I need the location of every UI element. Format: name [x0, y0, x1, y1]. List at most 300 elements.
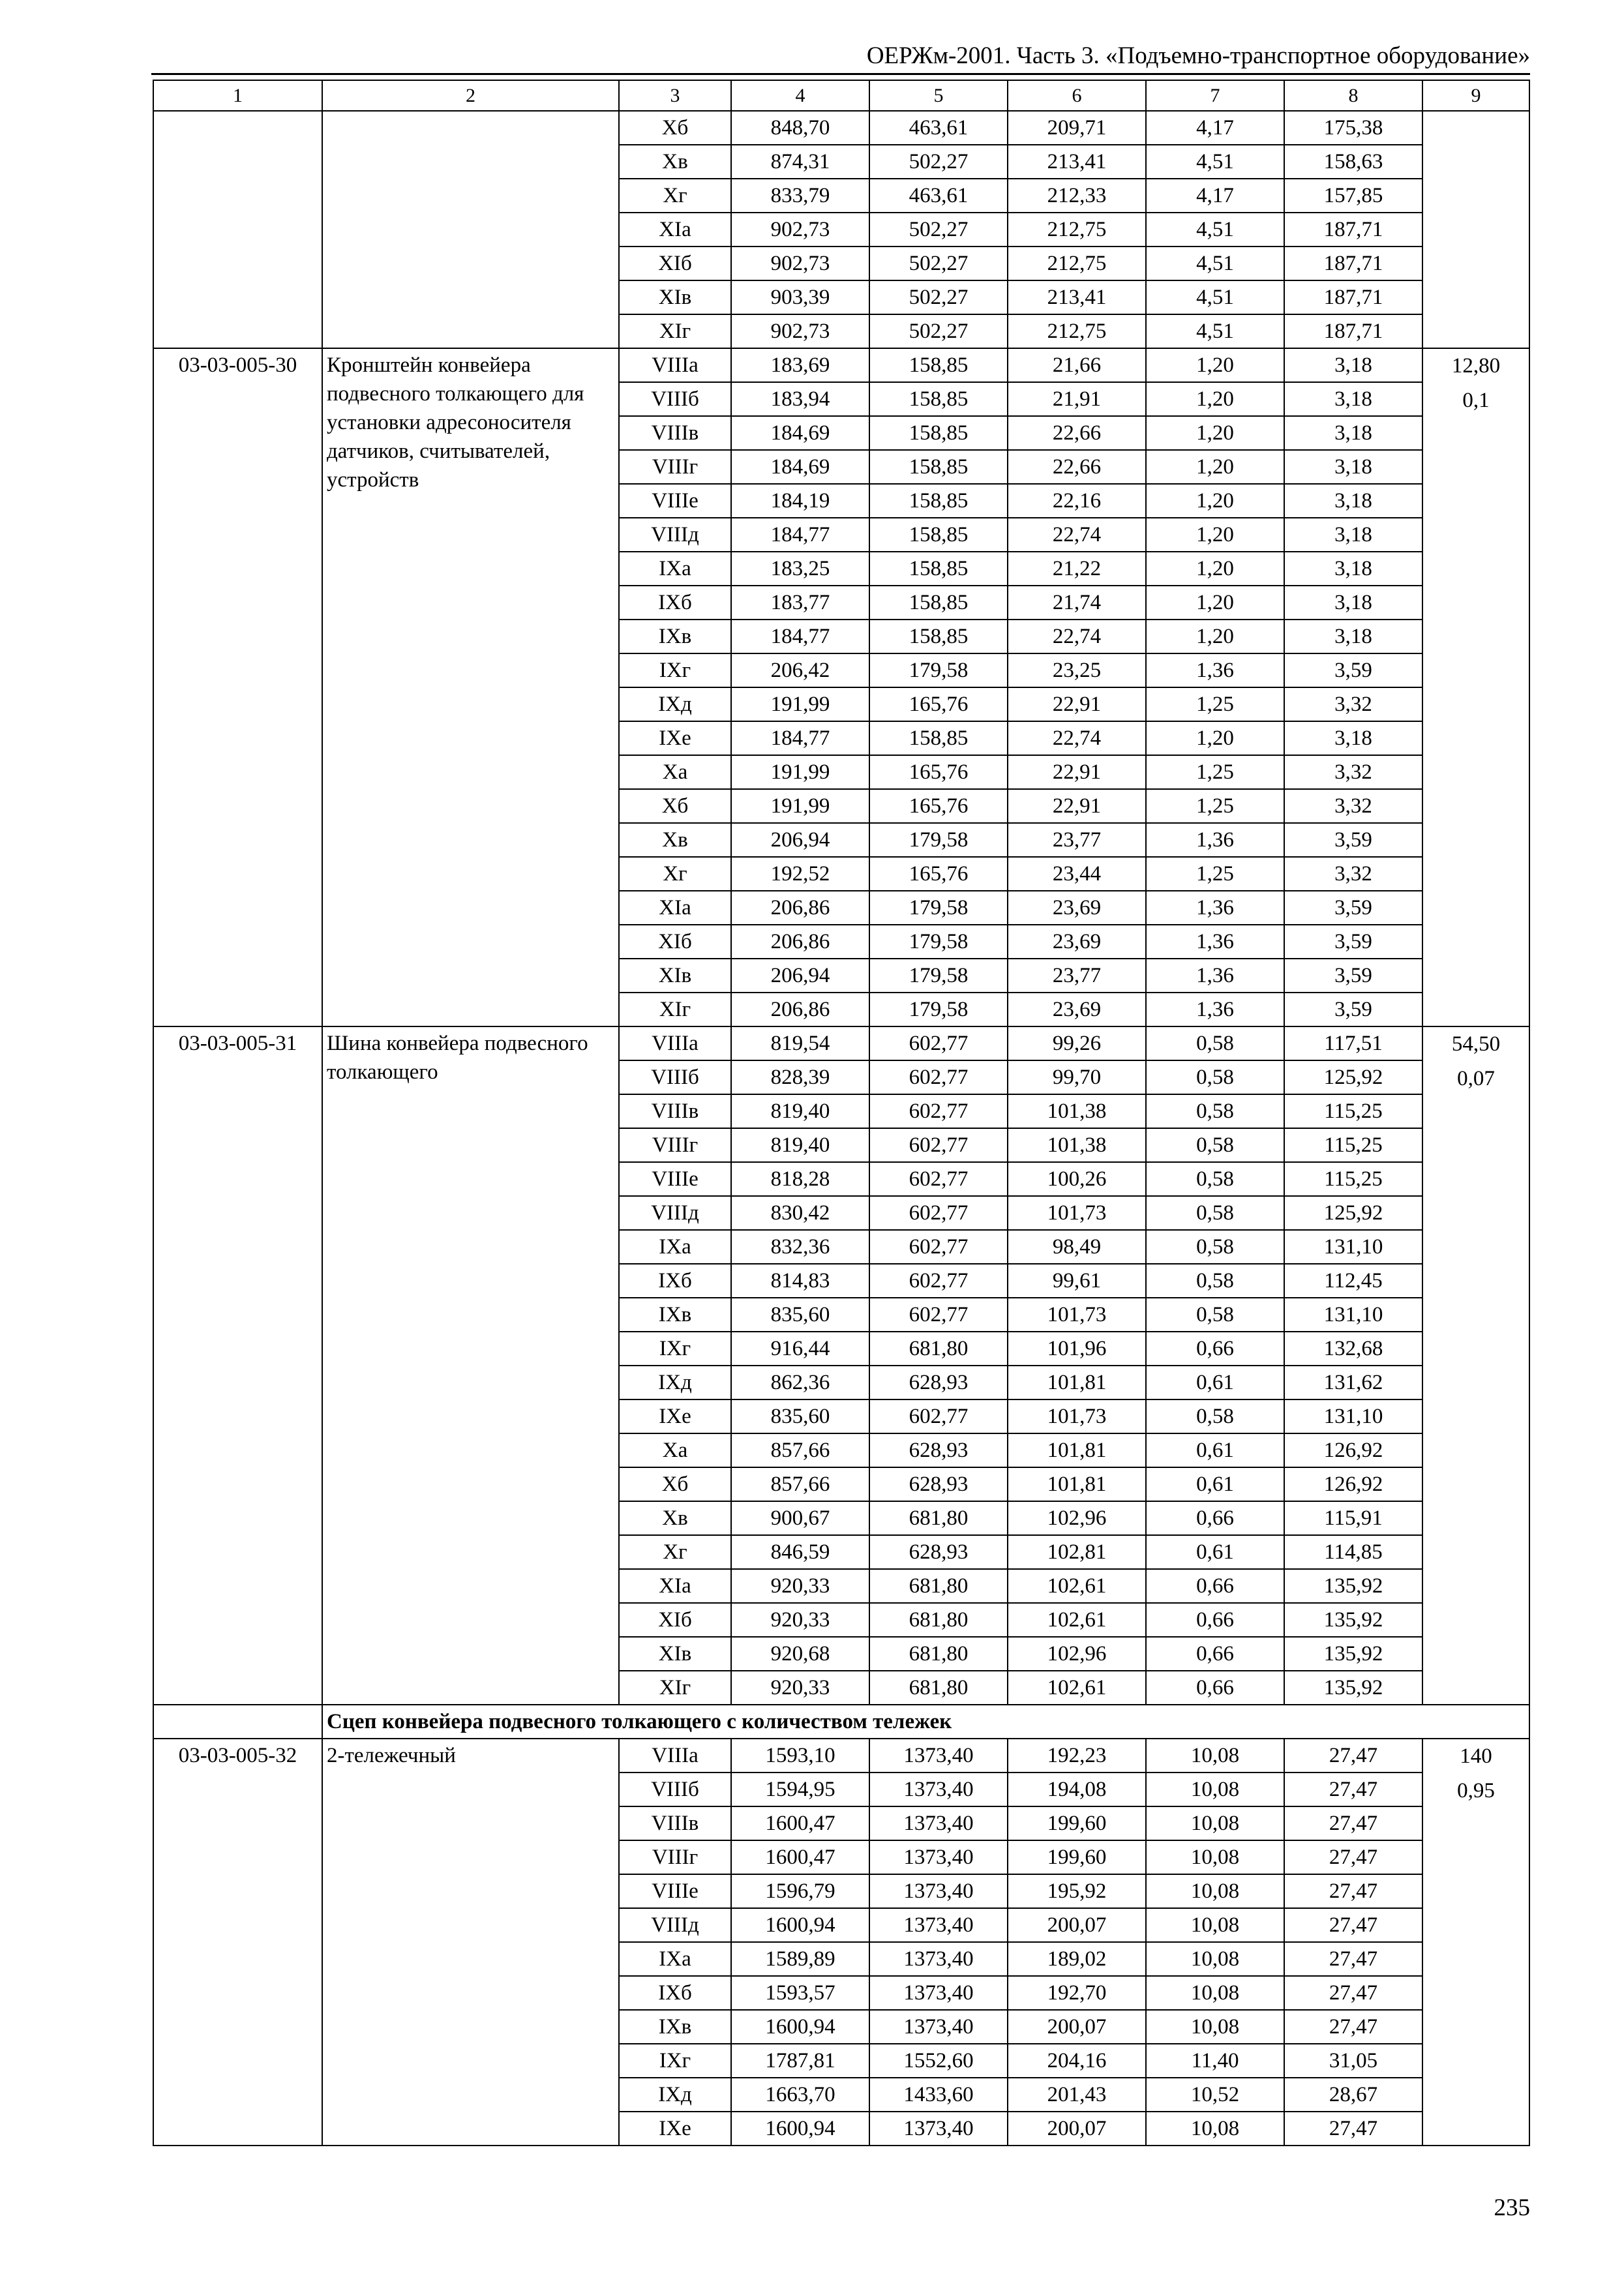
total-cost-cell: 206,86 [731, 925, 869, 959]
region-cell: IXб [619, 586, 731, 620]
total-cost-cell: 848,70 [731, 111, 869, 145]
machines-cell: 200,07 [1008, 1908, 1146, 1942]
total-cost-cell: 1600,94 [731, 2010, 869, 2044]
region-cell: VIIIб [619, 1773, 731, 1806]
table-row [153, 348, 1529, 382]
total-cost-cell: 835,60 [731, 1399, 869, 1433]
machinists-wages-cell: 1,20 [1146, 620, 1284, 653]
wages-cell: 681,80 [869, 1637, 1008, 1671]
machines-cell: 195,92 [1008, 1874, 1146, 1908]
total-cost-cell: 920,33 [731, 1671, 869, 1705]
rate-code: 03-03-005-32 [153, 1739, 322, 2146]
total-cost-cell: 828,39 [731, 1060, 869, 1094]
wages-cell: 602,77 [869, 1094, 1008, 1128]
wages-cell: 1373,40 [869, 2010, 1008, 2044]
total-cost-cell: 206,86 [731, 993, 869, 1026]
region-cell: IXб [619, 1976, 731, 2010]
region-cell: IXе [619, 2112, 731, 2146]
total-cost-cell: 902,73 [731, 213, 869, 247]
machines-cell: 213,41 [1008, 280, 1146, 314]
machines-cell: 22,74 [1008, 721, 1146, 755]
region-cell: VIIIд [619, 1196, 731, 1230]
region-cell: IXв [619, 620, 731, 653]
column-number: 6 [1008, 80, 1146, 111]
wages-cell: 681,80 [869, 1671, 1008, 1705]
region-cell: IXг [619, 2044, 731, 2078]
equipment-mass-value: 54,50 [1451, 1032, 1501, 1056]
materials-cell: 117,51 [1284, 1026, 1422, 1060]
total-cost-cell: 818,28 [731, 1162, 869, 1196]
total-cost-cell: 900,67 [731, 1501, 869, 1535]
wages-cell: 681,80 [869, 1569, 1008, 1603]
wages-cell: 1373,40 [869, 1773, 1008, 1806]
materials-cell: 27,47 [1284, 1874, 1422, 1908]
wages-cell: 502,27 [869, 213, 1008, 247]
column-number: 8 [1284, 80, 1422, 111]
total-cost-cell: 183,94 [731, 382, 869, 416]
machinists-wages-cell: 1,25 [1146, 687, 1284, 721]
machinists-wages-cell: 0,58 [1146, 1196, 1284, 1230]
machinists-wages-cell: 4,51 [1146, 280, 1284, 314]
rate-code: 03-03-005-31 [153, 1026, 322, 1705]
machines-cell: 101,96 [1008, 1332, 1146, 1366]
wages-cell: 502,27 [869, 145, 1008, 179]
machines-cell: 102,61 [1008, 1569, 1146, 1603]
materials-cell: 3,18 [1284, 416, 1422, 450]
rate-description: 2-тележечный [322, 1739, 619, 2146]
machinists-wages-cell: 0,61 [1146, 1467, 1284, 1501]
total-cost-cell: 192,52 [731, 857, 869, 891]
machines-cell: 101,73 [1008, 1298, 1146, 1332]
total-cost-cell: 830,42 [731, 1196, 869, 1230]
region-cell: XIг [619, 993, 731, 1026]
machines-cell: 194,08 [1008, 1773, 1146, 1806]
machines-cell: 22,74 [1008, 518, 1146, 552]
machines-cell: 200,07 [1008, 2010, 1146, 2044]
machines-cell: 102,61 [1008, 1671, 1146, 1705]
machinists-wages-cell: 10,08 [1146, 1840, 1284, 1874]
wages-cell: 1373,40 [869, 2112, 1008, 2146]
wages-cell: 179,58 [869, 823, 1008, 857]
region-cell: IXд [619, 687, 731, 721]
materials-cell: 187,71 [1284, 314, 1422, 348]
column-number-row [153, 80, 1529, 111]
materials-cell: 125,92 [1284, 1196, 1422, 1230]
materials-cell: 126,92 [1284, 1433, 1422, 1467]
total-cost-cell: 1600,47 [731, 1840, 869, 1874]
machines-cell: 201,43 [1008, 2078, 1146, 2112]
materials-cell: 187,71 [1284, 247, 1422, 280]
materials-cell: 3,18 [1284, 450, 1422, 484]
wages-cell: 179,58 [869, 925, 1008, 959]
machinists-wages-cell: 11,40 [1146, 2044, 1284, 2078]
machinists-wages-cell: 1,36 [1146, 823, 1284, 857]
column-number: 1 [153, 80, 322, 111]
rate-code: 03-03-005-30 [153, 348, 322, 1026]
region-cell: VIIIв [619, 1094, 731, 1128]
machinists-wages-cell: 0,58 [1146, 1060, 1284, 1094]
page-number: 235 [1494, 2194, 1530, 2221]
wages-cell: 179,58 [869, 653, 1008, 687]
region-cell: Xв [619, 1501, 731, 1535]
machines-cell: 22,74 [1008, 620, 1146, 653]
total-cost-cell: 1600,94 [731, 1908, 869, 1942]
wages-cell: 158,85 [869, 348, 1008, 382]
column-number: 2 [322, 80, 619, 111]
machines-cell: 189,02 [1008, 1942, 1146, 1976]
machinists-wages-cell: 1,25 [1146, 857, 1284, 891]
table-row [153, 1739, 1529, 1773]
total-cost-cell: 862,36 [731, 1366, 869, 1399]
wages-cell: 602,77 [869, 1128, 1008, 1162]
region-cell: VIIIв [619, 1806, 731, 1840]
machines-cell: 22,16 [1008, 484, 1146, 518]
machinists-wages-cell: 1,25 [1146, 755, 1284, 789]
code-cell [153, 111, 322, 348]
wages-cell: 628,93 [869, 1366, 1008, 1399]
machines-cell: 23,69 [1008, 925, 1146, 959]
region-cell: Xв [619, 145, 731, 179]
materials-cell: 115,91 [1284, 1501, 1422, 1535]
machines-cell: 101,38 [1008, 1094, 1146, 1128]
region-cell: XIг [619, 1671, 731, 1705]
machines-cell: 23,69 [1008, 993, 1146, 1026]
machinists-wages-cell: 0,66 [1146, 1332, 1284, 1366]
wages-cell: 165,76 [869, 789, 1008, 823]
machinists-wages-cell: 0,58 [1146, 1298, 1284, 1332]
equipment-coefficient-value: 0,95 [1457, 1779, 1495, 1803]
region-cell: XIб [619, 1603, 731, 1637]
machinists-wages-cell: 4,51 [1146, 314, 1284, 348]
total-cost-cell: 184,77 [731, 518, 869, 552]
materials-cell: 27,47 [1284, 1908, 1422, 1942]
machinists-wages-cell: 0,66 [1146, 1671, 1284, 1705]
region-cell: IXд [619, 1366, 731, 1399]
materials-cell: 3,59 [1284, 993, 1422, 1026]
total-cost-cell: 191,99 [731, 687, 869, 721]
total-cost-cell: 184,19 [731, 484, 869, 518]
wages-cell: 158,85 [869, 450, 1008, 484]
column-number: 9 [1422, 80, 1529, 111]
machines-cell: 101,81 [1008, 1366, 1146, 1399]
machines-cell: 212,75 [1008, 247, 1146, 280]
region-cell: VIIIг [619, 1128, 731, 1162]
machines-cell: 23,77 [1008, 959, 1146, 993]
total-cost-cell: 184,69 [731, 450, 869, 484]
region-cell: IXа [619, 552, 731, 586]
machines-cell: 212,33 [1008, 179, 1146, 213]
total-cost-cell: 903,39 [731, 280, 869, 314]
wages-cell: 463,61 [869, 111, 1008, 145]
materials-cell: 3,59 [1284, 959, 1422, 993]
machinists-wages-cell: 0,58 [1146, 1399, 1284, 1433]
region-cell: XIб [619, 247, 731, 280]
machines-cell: 99,61 [1008, 1264, 1146, 1298]
total-cost-cell: 916,44 [731, 1332, 869, 1366]
materials-cell: 27,47 [1284, 1773, 1422, 1806]
total-cost-cell: 1600,47 [731, 1806, 869, 1840]
total-cost-cell: 920,68 [731, 1637, 869, 1671]
region-cell: Xв [619, 823, 731, 857]
machinists-wages-cell: 0,58 [1146, 1128, 1284, 1162]
rate-description: Шина конвейера подвесного толкающего [322, 1026, 619, 1705]
region-cell: VIIIа [619, 1739, 731, 1773]
machinists-wages-cell: 1,36 [1146, 959, 1284, 993]
machines-cell: 98,49 [1008, 1230, 1146, 1264]
header-rule [151, 73, 1530, 75]
machines-cell: 23,44 [1008, 857, 1146, 891]
wages-cell: 681,80 [869, 1501, 1008, 1535]
region-cell: Xг [619, 179, 731, 213]
machines-cell: 23,77 [1008, 823, 1146, 857]
region-cell: IXа [619, 1942, 731, 1976]
machines-cell: 212,75 [1008, 314, 1146, 348]
table-row [153, 111, 1529, 145]
total-cost-cell: 183,77 [731, 586, 869, 620]
machinists-wages-cell: 0,66 [1146, 1637, 1284, 1671]
region-cell: XIб [619, 925, 731, 959]
region-cell: Xа [619, 755, 731, 789]
materials-cell: 125,92 [1284, 1060, 1422, 1094]
column-number: 4 [731, 80, 869, 111]
wages-cell: 602,77 [869, 1399, 1008, 1433]
wages-cell: 158,85 [869, 382, 1008, 416]
wages-cell: 1373,40 [869, 1806, 1008, 1840]
machinists-wages-cell: 0,66 [1146, 1569, 1284, 1603]
machines-cell: 21,66 [1008, 348, 1146, 382]
machinists-wages-cell: 0,61 [1146, 1433, 1284, 1467]
wages-cell: 628,93 [869, 1535, 1008, 1569]
region-cell: VIIIе [619, 1162, 731, 1196]
region-cell: XIг [619, 314, 731, 348]
materials-cell: 135,92 [1284, 1603, 1422, 1637]
region-cell: IXв [619, 2010, 731, 2044]
materials-cell: 3,32 [1284, 755, 1422, 789]
materials-cell: 27,47 [1284, 2010, 1422, 2044]
equipment-mass-value: 140 [1460, 1744, 1492, 1768]
machinists-wages-cell: 1,20 [1146, 348, 1284, 382]
region-cell: IXб [619, 1264, 731, 1298]
machines-cell: 101,73 [1008, 1399, 1146, 1433]
wages-cell: 165,76 [869, 687, 1008, 721]
machinists-wages-cell: 1,20 [1146, 416, 1284, 450]
machinists-wages-cell: 4,17 [1146, 179, 1284, 213]
region-cell: IXд [619, 2078, 731, 2112]
region-cell: IXа [619, 1230, 731, 1264]
equipment-mass-value: 12,80 [1451, 354, 1501, 378]
section-row [153, 1705, 1529, 1739]
wages-cell: 602,77 [869, 1264, 1008, 1298]
extra-cell [1422, 1739, 1529, 2146]
machines-cell: 102,81 [1008, 1535, 1146, 1569]
total-cost-cell: 874,31 [731, 145, 869, 179]
machinists-wages-cell: 1,20 [1146, 721, 1284, 755]
machinists-wages-cell: 1,20 [1146, 552, 1284, 586]
machinists-wages-cell: 0,61 [1146, 1366, 1284, 1399]
machinists-wages-cell: 4,51 [1146, 247, 1284, 280]
materials-cell: 114,85 [1284, 1535, 1422, 1569]
total-cost-cell: 1593,57 [731, 1976, 869, 2010]
machines-cell: 21,22 [1008, 552, 1146, 586]
machines-cell: 199,60 [1008, 1840, 1146, 1874]
region-cell: VIIIг [619, 1840, 731, 1874]
total-cost-cell: 902,73 [731, 247, 869, 280]
machines-cell: 192,70 [1008, 1976, 1146, 2010]
machinists-wages-cell: 10,08 [1146, 1874, 1284, 1908]
wages-cell: 628,93 [869, 1467, 1008, 1501]
machinists-wages-cell: 4,17 [1146, 111, 1284, 145]
machinists-wages-cell: 1,20 [1146, 382, 1284, 416]
wages-cell: 158,85 [869, 552, 1008, 586]
wages-cell: 1433,60 [869, 2078, 1008, 2112]
total-cost-cell: 183,69 [731, 348, 869, 382]
total-cost-cell: 920,33 [731, 1569, 869, 1603]
materials-cell: 132,68 [1284, 1332, 1422, 1366]
wages-cell: 1373,40 [869, 1840, 1008, 1874]
total-cost-cell: 833,79 [731, 179, 869, 213]
region-cell: Xг [619, 857, 731, 891]
machines-cell: 101,81 [1008, 1467, 1146, 1501]
wages-cell: 1373,40 [869, 1908, 1008, 1942]
machinists-wages-cell: 10,08 [1146, 1942, 1284, 1976]
machinists-wages-cell: 10,08 [1146, 1908, 1284, 1942]
wages-cell: 602,77 [869, 1162, 1008, 1196]
machinists-wages-cell: 0,58 [1146, 1094, 1284, 1128]
wages-cell: 602,77 [869, 1230, 1008, 1264]
region-cell: VIIIб [619, 1060, 731, 1094]
machinists-wages-cell: 0,58 [1146, 1264, 1284, 1298]
wages-cell: 502,27 [869, 247, 1008, 280]
machines-cell: 204,16 [1008, 2044, 1146, 2078]
machines-cell: 102,96 [1008, 1637, 1146, 1671]
materials-cell: 126,92 [1284, 1467, 1422, 1501]
materials-cell: 135,92 [1284, 1671, 1422, 1705]
equipment-coefficient-value: 0,1 [1462, 389, 1490, 412]
extra-cell [1422, 111, 1529, 348]
rates-table [153, 80, 1530, 2146]
materials-cell: 3,59 [1284, 653, 1422, 687]
rate-description: Кронштейн конвейера подвесного толкающего для установки адресоносителя датчиков, считывателей, устройств [322, 348, 619, 1026]
region-cell: Xг [619, 1535, 731, 1569]
region-cell: VIIIг [619, 450, 731, 484]
machines-cell: 23,25 [1008, 653, 1146, 687]
region-cell: IXг [619, 653, 731, 687]
materials-cell: 175,38 [1284, 111, 1422, 145]
machines-cell: 100,26 [1008, 1162, 1146, 1196]
wages-cell: 158,85 [869, 586, 1008, 620]
total-cost-cell: 184,77 [731, 721, 869, 755]
wages-cell: 502,27 [869, 280, 1008, 314]
region-cell: Xб [619, 789, 731, 823]
wages-cell: 158,85 [869, 518, 1008, 552]
materials-cell: 27,47 [1284, 1976, 1422, 2010]
machinists-wages-cell: 0,58 [1146, 1230, 1284, 1264]
machines-cell: 22,66 [1008, 450, 1146, 484]
total-cost-cell: 1787,81 [731, 2044, 869, 2078]
materials-cell: 112,45 [1284, 1264, 1422, 1298]
wages-cell: 1373,40 [869, 1942, 1008, 1976]
extra-cell [1422, 348, 1529, 1026]
materials-cell: 3,32 [1284, 857, 1422, 891]
machines-cell: 21,74 [1008, 586, 1146, 620]
region-cell: VIIIв [619, 416, 731, 450]
materials-cell: 115,25 [1284, 1094, 1422, 1128]
total-cost-cell: 819,40 [731, 1128, 869, 1162]
materials-cell: 115,25 [1284, 1128, 1422, 1162]
total-cost-cell: 857,66 [731, 1433, 869, 1467]
wages-cell: 165,76 [869, 755, 1008, 789]
total-cost-cell: 846,59 [731, 1535, 869, 1569]
materials-cell: 27,47 [1284, 1806, 1422, 1840]
description-cell [322, 111, 619, 348]
wages-cell: 179,58 [869, 959, 1008, 993]
wages-cell: 179,58 [869, 993, 1008, 1026]
total-cost-cell: 835,60 [731, 1298, 869, 1332]
materials-cell: 131,10 [1284, 1399, 1422, 1433]
machinists-wages-cell: 0,58 [1146, 1162, 1284, 1196]
machinists-wages-cell: 1,36 [1146, 653, 1284, 687]
wages-cell: 681,80 [869, 1332, 1008, 1366]
machines-cell: 200,07 [1008, 2112, 1146, 2146]
wages-cell: 628,93 [869, 1433, 1008, 1467]
total-cost-cell: 920,33 [731, 1603, 869, 1637]
total-cost-cell: 814,83 [731, 1264, 869, 1298]
region-cell: XIа [619, 1569, 731, 1603]
materials-cell: 3,59 [1284, 823, 1422, 857]
machines-cell: 192,23 [1008, 1739, 1146, 1773]
wages-cell: 681,80 [869, 1603, 1008, 1637]
wages-cell: 463,61 [869, 179, 1008, 213]
materials-cell: 3,18 [1284, 721, 1422, 755]
machinists-wages-cell: 0,66 [1146, 1603, 1284, 1637]
total-cost-cell: 206,94 [731, 823, 869, 857]
machines-cell: 212,75 [1008, 213, 1146, 247]
region-cell: Xб [619, 1467, 731, 1501]
materials-cell: 3,59 [1284, 925, 1422, 959]
equipment-coefficient-value: 0,07 [1457, 1067, 1495, 1090]
region-cell: Xа [619, 1433, 731, 1467]
materials-cell: 3,59 [1284, 891, 1422, 925]
materials-cell: 187,71 [1284, 280, 1422, 314]
wages-cell: 602,77 [869, 1196, 1008, 1230]
machines-cell: 21,91 [1008, 382, 1146, 416]
materials-cell: 3,18 [1284, 484, 1422, 518]
materials-cell: 3,18 [1284, 620, 1422, 653]
machinists-wages-cell: 1,20 [1146, 518, 1284, 552]
materials-cell: 31,05 [1284, 2044, 1422, 2078]
column-number: 5 [869, 80, 1008, 111]
extra-cell [1422, 1026, 1529, 1705]
machinists-wages-cell: 1,36 [1146, 891, 1284, 925]
region-cell: VIIIа [619, 348, 731, 382]
materials-cell: 158,63 [1284, 145, 1422, 179]
total-cost-cell: 1600,94 [731, 2112, 869, 2146]
wages-cell: 602,77 [869, 1026, 1008, 1060]
machinists-wages-cell: 10,08 [1146, 1773, 1284, 1806]
region-cell: XIа [619, 213, 731, 247]
machinists-wages-cell: 1,20 [1146, 484, 1284, 518]
table-body [153, 80, 1529, 2146]
region-cell: VIIIе [619, 1874, 731, 1908]
machinists-wages-cell: 1,36 [1146, 925, 1284, 959]
machinists-wages-cell: 1,25 [1146, 789, 1284, 823]
total-cost-cell: 206,86 [731, 891, 869, 925]
region-cell: IXв [619, 1298, 731, 1332]
machines-cell: 22,91 [1008, 687, 1146, 721]
total-cost-cell: 184,77 [731, 620, 869, 653]
total-cost-cell: 191,99 [731, 755, 869, 789]
machines-cell: 209,71 [1008, 111, 1146, 145]
